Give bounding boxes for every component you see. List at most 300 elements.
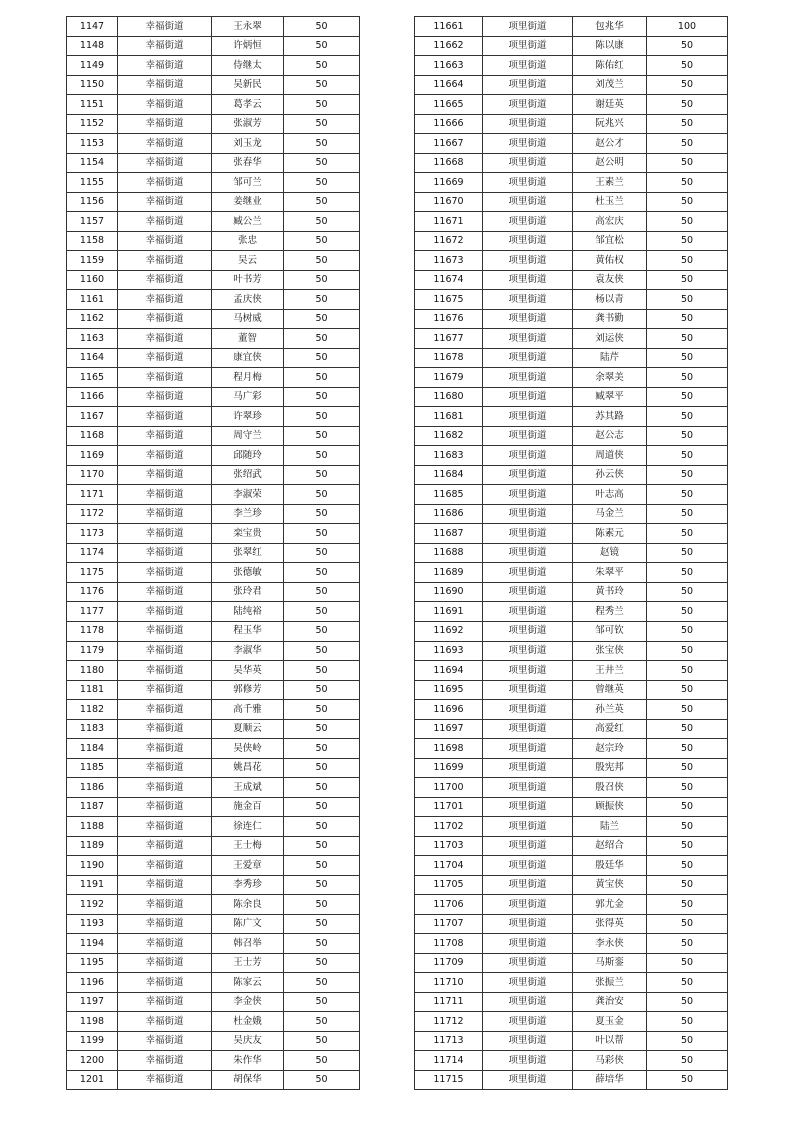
street-cell: 幸福街道: [118, 778, 212, 798]
name-cell: 张宝侠: [573, 641, 647, 661]
amount-cell: 50: [284, 739, 360, 759]
table-row: [67, 875, 360, 895]
amount-cell: 50: [284, 192, 360, 212]
table-row: [415, 758, 728, 778]
id-cell: 1174: [67, 543, 118, 563]
table-row: [415, 739, 728, 759]
table-row: [415, 563, 728, 583]
table-row: [67, 739, 360, 759]
street-cell: 幸福街道: [118, 36, 212, 56]
name-cell: 孙云侠: [573, 465, 647, 485]
table-row: [67, 1012, 360, 1032]
id-cell: 11693: [415, 641, 483, 661]
name-cell: 邹可钦: [573, 621, 647, 641]
street-cell: 幸福街道: [118, 934, 212, 954]
amount-cell: 50: [647, 212, 728, 232]
street-cell: 项里街道: [483, 387, 573, 407]
street-cell: 幸福街道: [118, 134, 212, 154]
amount-cell: 50: [647, 953, 728, 973]
table-row: [415, 836, 728, 856]
table-row: [415, 973, 728, 993]
id-cell: 11675: [415, 290, 483, 310]
name-cell: 叶以帮: [573, 1031, 647, 1051]
table-row: [415, 602, 728, 622]
amount-cell: 50: [284, 797, 360, 817]
table-row: [67, 75, 360, 95]
table-row: [67, 251, 360, 271]
id-cell: 1164: [67, 348, 118, 368]
amount-cell: 50: [647, 75, 728, 95]
amount-cell: 50: [647, 973, 728, 993]
name-cell: 马彩侠: [573, 1051, 647, 1071]
street-cell: 幸福街道: [118, 309, 212, 329]
name-cell: 栾宝贵: [212, 524, 284, 544]
street-cell: 项里街道: [483, 368, 573, 388]
id-cell: 11709: [415, 953, 483, 973]
name-cell: 高千雅: [212, 700, 284, 720]
amount-cell: 50: [284, 973, 360, 993]
id-cell: 1187: [67, 797, 118, 817]
id-cell: 1150: [67, 75, 118, 95]
street-cell: 项里街道: [483, 173, 573, 193]
name-cell: 王素兰: [573, 173, 647, 193]
table-row: [67, 290, 360, 310]
table-row: [67, 582, 360, 602]
id-cell: 11666: [415, 114, 483, 134]
table-row: [67, 368, 360, 388]
id-cell: 1171: [67, 485, 118, 505]
table-row: [67, 309, 360, 329]
id-cell: 1184: [67, 739, 118, 759]
name-cell: 黄书玲: [573, 582, 647, 602]
street-cell: 幸福街道: [118, 563, 212, 583]
id-cell: 11699: [415, 758, 483, 778]
id-cell: 1180: [67, 661, 118, 681]
name-cell: 陈广文: [212, 914, 284, 934]
name-cell: 叶志高: [573, 485, 647, 505]
id-cell: 11681: [415, 407, 483, 427]
id-cell: 11672: [415, 231, 483, 251]
amount-cell: 50: [284, 348, 360, 368]
table-row: [67, 602, 360, 622]
amount-cell: 50: [284, 953, 360, 973]
name-cell: 赵镜: [573, 543, 647, 563]
amount-cell: 50: [647, 504, 728, 524]
street-cell: 幸福街道: [118, 895, 212, 915]
left-table: [66, 16, 360, 1090]
amount-cell: 50: [647, 817, 728, 837]
id-cell: 11714: [415, 1051, 483, 1071]
street-cell: 项里街道: [483, 758, 573, 778]
amount-cell: 50: [647, 758, 728, 778]
table-row: [415, 231, 728, 251]
table-row: [67, 797, 360, 817]
street-cell: 幸福街道: [118, 1070, 212, 1090]
street-cell: 项里街道: [483, 56, 573, 76]
id-cell: 11712: [415, 1012, 483, 1032]
street-cell: 项里街道: [483, 309, 573, 329]
name-cell: 吴侠岭: [212, 739, 284, 759]
name-cell: 曾继英: [573, 680, 647, 700]
street-cell: 幸福街道: [118, 348, 212, 368]
name-cell: 顾振侠: [573, 797, 647, 817]
name-cell: 张绍武: [212, 465, 284, 485]
id-cell: 1182: [67, 700, 118, 720]
amount-cell: 50: [647, 543, 728, 563]
id-cell: 1183: [67, 719, 118, 739]
street-cell: 项里街道: [483, 75, 573, 95]
id-cell: 1160: [67, 270, 118, 290]
id-cell: 11677: [415, 329, 483, 349]
amount-cell: 50: [284, 817, 360, 837]
id-cell: 1152: [67, 114, 118, 134]
name-cell: 黄宝侠: [573, 875, 647, 895]
amount-cell: 50: [284, 621, 360, 641]
name-cell: 施金百: [212, 797, 284, 817]
street-cell: 幸福街道: [118, 212, 212, 232]
right-table-body: [415, 17, 728, 1090]
name-cell: 王永翠: [212, 17, 284, 37]
name-cell: 龚治安: [573, 992, 647, 1012]
amount-cell: 50: [284, 914, 360, 934]
street-cell: 幸福街道: [118, 465, 212, 485]
table-row: [67, 114, 360, 134]
street-cell: 项里街道: [483, 114, 573, 134]
id-cell: 11697: [415, 719, 483, 739]
street-cell: 项里街道: [483, 270, 573, 290]
table-row: [67, 719, 360, 739]
name-cell: 吴云: [212, 251, 284, 271]
id-cell: 1190: [67, 856, 118, 876]
amount-cell: 50: [284, 368, 360, 388]
name-cell: 邹宜松: [573, 231, 647, 251]
name-cell: 杨以青: [573, 290, 647, 310]
table-row: [415, 621, 728, 641]
name-cell: 吴华英: [212, 661, 284, 681]
id-cell: 1194: [67, 934, 118, 954]
street-cell: 幸福街道: [118, 368, 212, 388]
name-cell: 陈素元: [573, 524, 647, 544]
table-row: [415, 856, 728, 876]
name-cell: 张玲君: [212, 582, 284, 602]
id-cell: 11688: [415, 543, 483, 563]
table-row: [67, 387, 360, 407]
amount-cell: 50: [284, 641, 360, 661]
name-cell: 张翠红: [212, 543, 284, 563]
amount-cell: 50: [647, 192, 728, 212]
amount-cell: 50: [647, 329, 728, 349]
amount-cell: 50: [284, 56, 360, 76]
name-cell: 王井兰: [573, 661, 647, 681]
amount-cell: 50: [647, 309, 728, 329]
left-table-body: [67, 17, 360, 1090]
street-cell: 幸福街道: [118, 856, 212, 876]
street-cell: 幸福街道: [118, 739, 212, 759]
street-cell: 幸福街道: [118, 192, 212, 212]
id-cell: 1176: [67, 582, 118, 602]
table-row: [415, 817, 728, 837]
street-cell: 幸福街道: [118, 621, 212, 641]
table-row: [67, 895, 360, 915]
name-cell: 龚书勤: [573, 309, 647, 329]
id-cell: 1147: [67, 17, 118, 37]
amount-cell: 50: [647, 251, 728, 271]
street-cell: 项里街道: [483, 329, 573, 349]
amount-cell: 50: [647, 836, 728, 856]
name-cell: 吴新民: [212, 75, 284, 95]
name-cell: 李淑华: [212, 641, 284, 661]
table-row: [415, 407, 728, 427]
amount-cell: 50: [284, 231, 360, 251]
street-cell: 项里街道: [483, 426, 573, 446]
id-cell: 11698: [415, 739, 483, 759]
amount-cell: 50: [284, 75, 360, 95]
street-cell: 项里街道: [483, 446, 573, 466]
name-cell: 刘茂兰: [573, 75, 647, 95]
table-row: [67, 856, 360, 876]
amount-cell: 50: [647, 134, 728, 154]
id-cell: 11665: [415, 95, 483, 115]
street-cell: 幸福街道: [118, 1031, 212, 1051]
amount-cell: 50: [647, 739, 728, 759]
street-cell: 项里街道: [483, 875, 573, 895]
table-row: [67, 973, 360, 993]
street-cell: 幸福街道: [118, 1012, 212, 1032]
amount-cell: 50: [284, 329, 360, 349]
amount-cell: 50: [647, 524, 728, 544]
name-cell: 袁友侠: [573, 270, 647, 290]
id-cell: 1200: [67, 1051, 118, 1071]
street-cell: 项里街道: [483, 212, 573, 232]
name-cell: 胡保华: [212, 1070, 284, 1090]
table-row: [67, 661, 360, 681]
name-cell: 周道侠: [573, 446, 647, 466]
street-cell: 项里街道: [483, 934, 573, 954]
name-cell: 周守兰: [212, 426, 284, 446]
id-cell: 1198: [67, 1012, 118, 1032]
name-cell: 黄佑权: [573, 251, 647, 271]
street-cell: 项里街道: [483, 348, 573, 368]
name-cell: 葛孝云: [212, 95, 284, 115]
amount-cell: 50: [647, 270, 728, 290]
name-cell: 吴庆友: [212, 1031, 284, 1051]
amount-cell: 50: [647, 875, 728, 895]
name-cell: 陆纯裕: [212, 602, 284, 622]
street-cell: 幸福街道: [118, 641, 212, 661]
street-cell: 项里街道: [483, 407, 573, 427]
id-cell: 1178: [67, 621, 118, 641]
id-cell: 11671: [415, 212, 483, 232]
table-row: [415, 582, 728, 602]
table-row: [67, 621, 360, 641]
street-cell: 项里街道: [483, 1031, 573, 1051]
id-cell: 11696: [415, 700, 483, 720]
name-cell: 孙兰英: [573, 700, 647, 720]
id-cell: 1168: [67, 426, 118, 446]
id-cell: 1197: [67, 992, 118, 1012]
id-cell: 1179: [67, 641, 118, 661]
table-row: [415, 992, 728, 1012]
amount-cell: 50: [284, 485, 360, 505]
table-row: [415, 446, 728, 466]
table-row: [67, 192, 360, 212]
amount-cell: 50: [647, 641, 728, 661]
id-cell: 1181: [67, 680, 118, 700]
table-row: [67, 17, 360, 37]
name-cell: 王士芳: [212, 953, 284, 973]
amount-cell: 50: [647, 387, 728, 407]
amount-cell: 50: [284, 680, 360, 700]
table-row: [415, 56, 728, 76]
street-cell: 项里街道: [483, 582, 573, 602]
id-cell: 11695: [415, 680, 483, 700]
street-cell: 项里街道: [483, 36, 573, 56]
table-row: [67, 465, 360, 485]
amount-cell: 50: [284, 778, 360, 798]
name-cell: 马金兰: [573, 504, 647, 524]
name-cell: 马广彩: [212, 387, 284, 407]
table-row: [415, 290, 728, 310]
name-cell: 陈余良: [212, 895, 284, 915]
id-cell: 11667: [415, 134, 483, 154]
table-row: [67, 563, 360, 583]
id-cell: 11683: [415, 446, 483, 466]
id-cell: 11687: [415, 524, 483, 544]
name-cell: 韩召举: [212, 934, 284, 954]
name-cell: 姚昌花: [212, 758, 284, 778]
street-cell: 幸福街道: [118, 56, 212, 76]
table-row: [67, 95, 360, 115]
street-cell: 幸福街道: [118, 290, 212, 310]
id-cell: 1148: [67, 36, 118, 56]
table-row: [415, 95, 728, 115]
table-row: [67, 934, 360, 954]
name-cell: 孟庆侠: [212, 290, 284, 310]
amount-cell: 50: [284, 114, 360, 134]
id-cell: 1186: [67, 778, 118, 798]
amount-cell: 50: [284, 895, 360, 915]
amount-cell: 50: [284, 836, 360, 856]
id-cell: 11711: [415, 992, 483, 1012]
name-cell: 马斯銮: [573, 953, 647, 973]
street-cell: 幸福街道: [118, 407, 212, 427]
table-row: [67, 270, 360, 290]
street-cell: 幸福街道: [118, 602, 212, 622]
amount-cell: 50: [284, 719, 360, 739]
street-cell: 幸福街道: [118, 114, 212, 134]
street-cell: 项里街道: [483, 465, 573, 485]
id-cell: 11670: [415, 192, 483, 212]
street-cell: 项里街道: [483, 973, 573, 993]
amount-cell: 50: [647, 1051, 728, 1071]
street-cell: 幸福街道: [118, 700, 212, 720]
table-row: [67, 817, 360, 837]
amount-cell: 50: [284, 290, 360, 310]
name-cell: 姜继业: [212, 192, 284, 212]
table-row: [415, 1051, 728, 1071]
street-cell: 幸福街道: [118, 582, 212, 602]
name-cell: 殷廷华: [573, 856, 647, 876]
id-cell: 1193: [67, 914, 118, 934]
table-row: [415, 875, 728, 895]
id-cell: 1151: [67, 95, 118, 115]
id-cell: 11700: [415, 778, 483, 798]
amount-cell: 50: [284, 661, 360, 681]
name-cell: 余翠美: [573, 368, 647, 388]
amount-cell: 50: [284, 426, 360, 446]
street-cell: 项里街道: [483, 739, 573, 759]
table-row: [415, 778, 728, 798]
table-row: [67, 1031, 360, 1051]
street-cell: 项里街道: [483, 563, 573, 583]
name-cell: 臧公兰: [212, 212, 284, 232]
name-cell: 包兆华: [573, 17, 647, 37]
table-row: [67, 641, 360, 661]
name-cell: 叶书芳: [212, 270, 284, 290]
street-cell: 项里街道: [483, 231, 573, 251]
amount-cell: 50: [284, 758, 360, 778]
table-row: [67, 836, 360, 856]
amount-cell: 50: [647, 914, 728, 934]
street-cell: 项里街道: [483, 836, 573, 856]
table-row: [415, 914, 728, 934]
name-cell: 张得英: [573, 914, 647, 934]
street-cell: 项里街道: [483, 134, 573, 154]
id-cell: 11689: [415, 563, 483, 583]
amount-cell: 50: [647, 661, 728, 681]
id-cell: 1159: [67, 251, 118, 271]
amount-cell: 50: [284, 602, 360, 622]
amount-cell: 50: [284, 212, 360, 232]
amount-cell: 50: [284, 446, 360, 466]
table-row: [67, 134, 360, 154]
name-cell: 赵宗玲: [573, 739, 647, 759]
table-row: [67, 758, 360, 778]
table-row: [415, 173, 728, 193]
id-cell: 11676: [415, 309, 483, 329]
table-row: [415, 134, 728, 154]
name-cell: 程秀兰: [573, 602, 647, 622]
table-row: [415, 700, 728, 720]
street-cell: 幸福街道: [118, 543, 212, 563]
name-cell: 程月梅: [212, 368, 284, 388]
amount-cell: 50: [647, 407, 728, 427]
amount-cell: 50: [647, 895, 728, 915]
street-cell: 幸福街道: [118, 836, 212, 856]
id-cell: 11682: [415, 426, 483, 446]
table-row: [67, 153, 360, 173]
table-row: [67, 1051, 360, 1071]
amount-cell: 50: [284, 1051, 360, 1071]
table-row: [67, 524, 360, 544]
street-cell: 幸福街道: [118, 524, 212, 544]
id-cell: 1153: [67, 134, 118, 154]
street-cell: 幸福街道: [118, 173, 212, 193]
amount-cell: 50: [284, 934, 360, 954]
table-row: [415, 485, 728, 505]
name-cell: 苏其路: [573, 407, 647, 427]
table-row: [67, 56, 360, 76]
street-cell: 项里街道: [483, 719, 573, 739]
table-row: [415, 934, 728, 954]
id-cell: 11708: [415, 934, 483, 954]
name-cell: 谢廷英: [573, 95, 647, 115]
id-cell: 11663: [415, 56, 483, 76]
id-cell: 1177: [67, 602, 118, 622]
id-cell: 11669: [415, 173, 483, 193]
id-cell: 11705: [415, 875, 483, 895]
street-cell: 项里街道: [483, 680, 573, 700]
